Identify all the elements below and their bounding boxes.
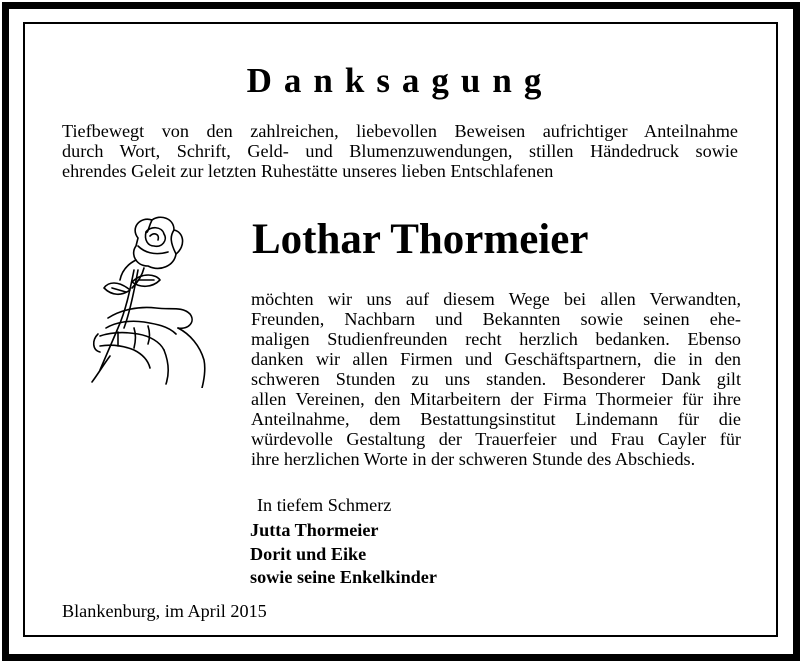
closing-phrase: In tiefem Schmerz [257, 495, 392, 515]
signers-list [250, 519, 437, 590]
intro-line: Tiefbewegt von den zahlreichen, liebevollen Beweisen aufrichtiger Anteilnahme [62, 121, 738, 141]
intro-line: ehrendes Geleit zur letzten Ruhestätte unseres lieben Entschlafenen [62, 161, 554, 181]
thanks-line: ihre herzlichen Worte in der schweren Stunde des Abschieds. [251, 449, 696, 469]
thanks-line: maligen Studienfreunden recht herzlich bedanken. Ebenso [251, 329, 741, 349]
signer-name: Dorit und Eike [250, 543, 367, 564]
intro-line: durch Wort, Schrift, Geld- und Blumenzuwendungen, stillen Händedruck sowie [62, 141, 738, 161]
thanks-paragraph [251, 289, 741, 469]
thanks-line: Freunden, Nachbarn und Bekannten sowie seinen ehe- [251, 309, 741, 329]
signer-name: sowie seine Enkelkinder [250, 567, 437, 587]
thanks-line: Anteilnahme, dem Bestattungsinstitut Lindemann für die [251, 409, 741, 429]
thanks-line: möchten wir uns auf diesem Wege bei allen Verwandten, [251, 289, 741, 309]
thanks-line: allen Vereinen, den Mitarbeitern der Firma Thormeier für ihre [251, 389, 741, 409]
intro-paragraph [62, 121, 738, 181]
thanks-line: schweren Stunden zu uns standen. Besonderer Dank gilt [251, 369, 741, 389]
hand-holding-rose-icon [78, 210, 218, 388]
thanks-line: danken wir allen Firmen und Geschäftspartnern, die in den [251, 349, 741, 369]
signer-name: Jutta Thormeier [250, 520, 379, 540]
deceased-name: Lothar Thormeier [252, 216, 589, 263]
place-and-date: Blankenburg, im April 2015 [62, 601, 267, 621]
thanks-line: würdevolle Gestaltung der Trauerfeier und Frau Cayler für [251, 429, 741, 449]
notice-title: Danksagung [246, 61, 554, 100]
